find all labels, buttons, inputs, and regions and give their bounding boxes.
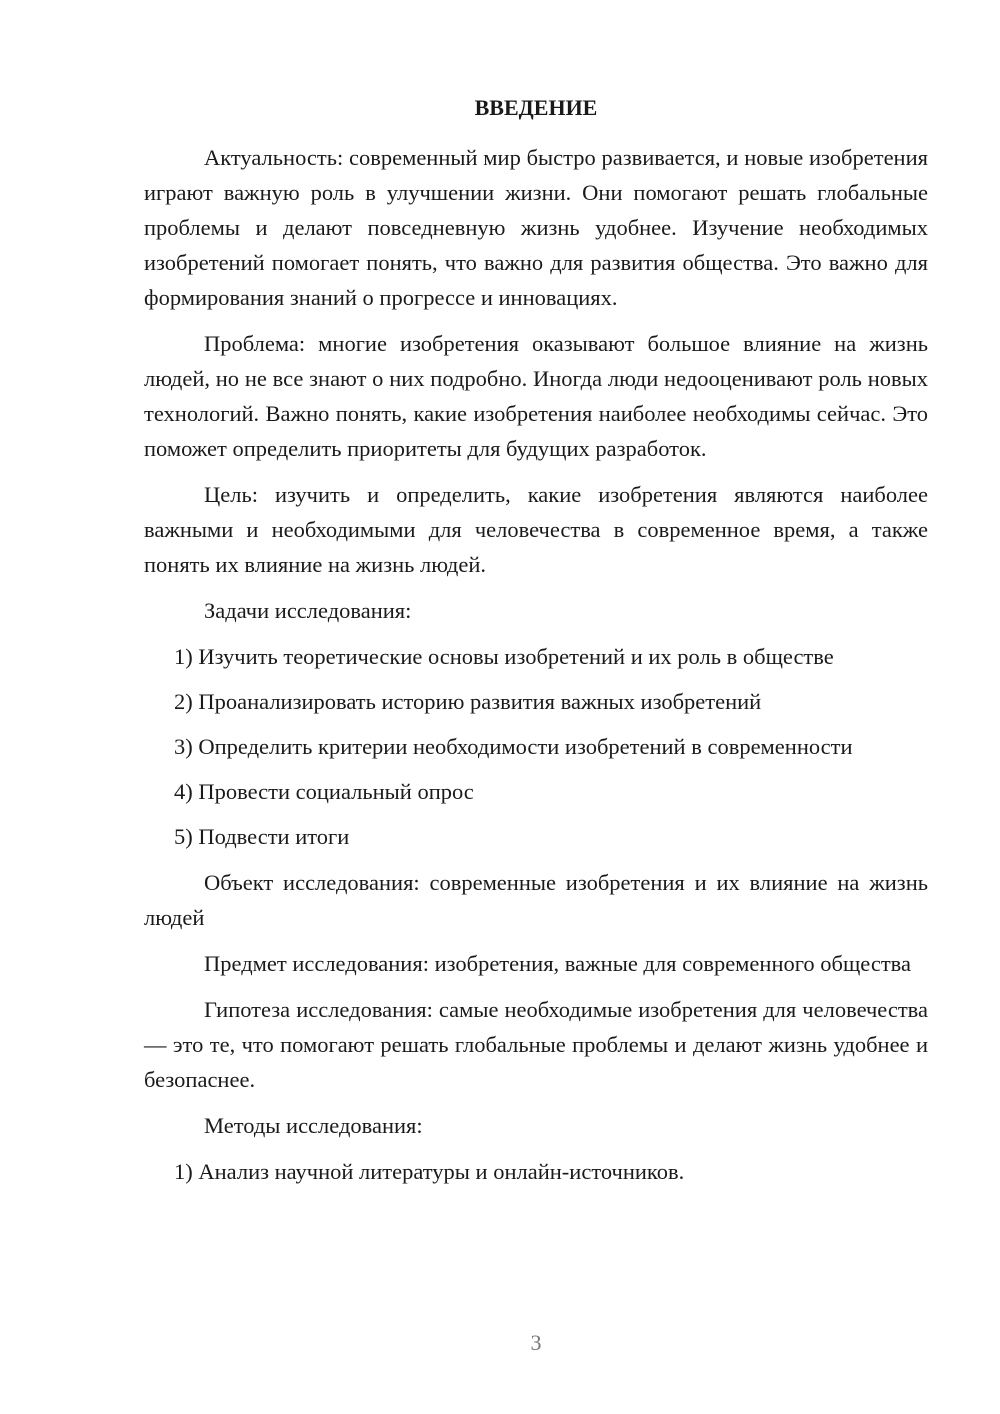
tasks-list [144, 639, 928, 854]
task-item: 5) Подвести итоги [174, 824, 350, 849]
problem-paragraph: Проблема: многие изобретения оказывают большое влияние на жизнь людей, но не все знают о них подробно. Иногда люди недооценивают роль новых технологий. Важно понять, какие изобретения наиболее необходимы сейчас. Это поможет определить приоритеты для будущих разработок. [144, 331, 928, 461]
tasks-label: Задачи исследования: [204, 598, 412, 623]
task-item: 4) Провести социальный опрос [174, 779, 474, 804]
task-item: 1) Изучить теоретические основы изобретений и их роль в обществе [174, 644, 834, 669]
method-item: 1) Анализ научной литературы и онлайн-источников. [174, 1159, 685, 1184]
page-number: 3 [530, 1330, 542, 1355]
subject-paragraph: Предмет исследования: изобретения, важные для современного общества [204, 951, 911, 976]
task-item: 3) Определить критерии необходимости изобретений в современности [174, 734, 853, 759]
relevance-paragraph: Актуальность: современный мир быстро развивается, и новые изобретения играют важную роль в улучшении жизни. Они помогают решать глобальные проблемы и делают повседневную жизнь удобнее. Изучение необходимых изобретений помогает понять, что важно для развития общества. Это важно для формирования знаний о прогрессе и инновациях. [144, 145, 928, 310]
hypothesis-paragraph: Гипотеза исследования: самые необходимые изобретения для человечества — это те, что помогают решать глобальные проблемы и делают жизнь удобнее и безопаснее. [144, 997, 928, 1092]
document-page [144, 92, 928, 1200]
methods-label: Методы исследования: [204, 1113, 423, 1138]
methods-list [144, 1154, 928, 1189]
object-paragraph: Объект исследования: современные изобретения и их влияние на жизнь людей [144, 870, 928, 930]
page-title: ВВЕДЕНИЕ [474, 95, 598, 120]
goal-paragraph: Цель: изучить и определить, какие изобретения являются наиболее важными и необходимыми для человечества в современное время, а также понять их влияние на жизнь людей. [144, 482, 928, 577]
task-item: 2) Проанализировать историю развития важных изобретений [174, 689, 762, 714]
